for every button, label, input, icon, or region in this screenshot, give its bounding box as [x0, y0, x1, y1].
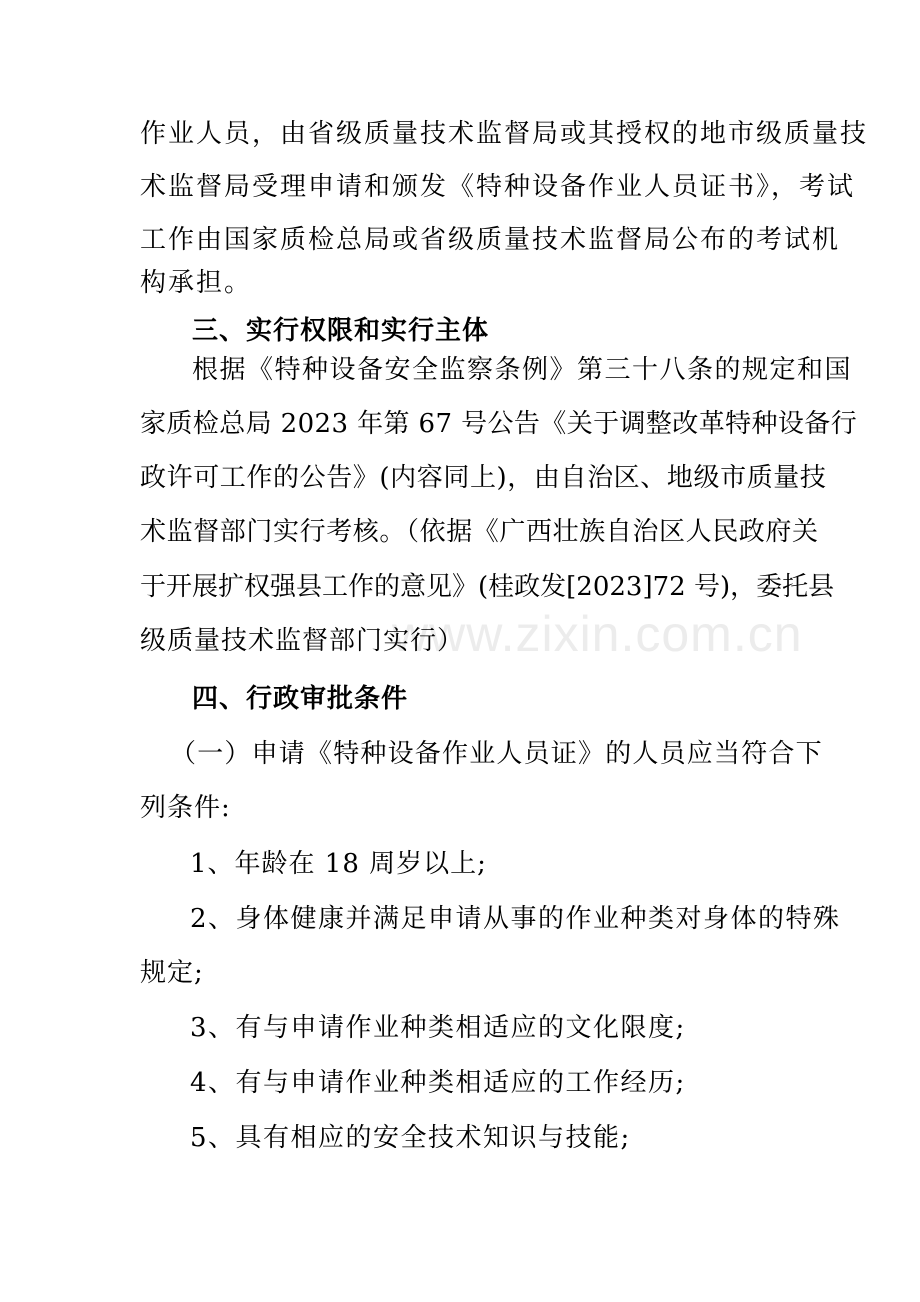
- list-item: 2、身体健康并满足申请从事的作业种类对身体的特殊: [190, 904, 841, 934]
- text-line: 根据《特种设备安全监察条例》第三十八条的规定和国: [192, 355, 853, 385]
- text-line: 术监督部门实行考核。（依据《广西壮族自治区人民政府关: [140, 517, 819, 547]
- watermark: www.zixin.com.cn: [392, 606, 803, 662]
- text-line: 列条件:: [140, 793, 231, 823]
- text-line: 级质量技术监督部门实行）: [140, 626, 465, 656]
- text-line: 构承担。: [140, 268, 253, 298]
- text-line: 于开展扩权强县工作的意见》(桂政发[2023]72 号)，委托县: [140, 572, 835, 602]
- list-item: 1、年龄在 18 周岁以上;: [190, 849, 487, 879]
- text-line: 工作由国家质检总局或省级质量技术监督局公布的考试机: [140, 225, 841, 255]
- text-line: 作业人员，由省级质量技术监督局或其授权的地市级质量技: [140, 119, 869, 149]
- section-heading: 三、实行权限和实行主体: [192, 316, 490, 346]
- section-heading: 四、行政审批条件: [192, 684, 409, 714]
- text-line: （一）申请《特种设备作业人员证》的人员应当符合下: [170, 739, 823, 769]
- text-line: 政许可工作的公告》(内容同上)，由自治区、地级市质量技: [140, 463, 827, 493]
- list-item: 3、有与申请作业种类相适应的文化限度;: [190, 1013, 686, 1043]
- list-item: 4、有与申请作业种类相适应的工作经历;: [190, 1068, 686, 1098]
- text-line: 规定;: [140, 958, 204, 988]
- list-item: 5、具有相应的安全技术知识与技能;: [190, 1123, 631, 1153]
- text-line: 术监督局受理申请和颁发《特种设备作业人员证书》，考试: [140, 172, 856, 202]
- text-line: 家质检总局 2023 年第 67 号公告《关于调整改革特种设备行: [140, 409, 858, 439]
